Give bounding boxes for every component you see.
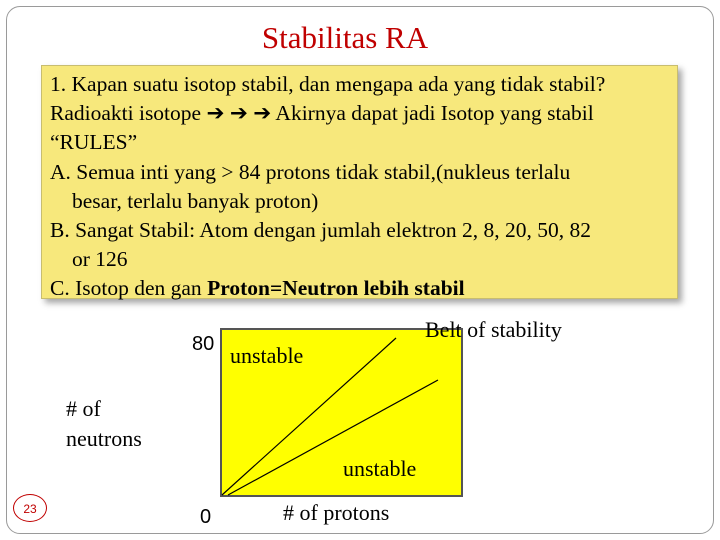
unstable-top-label: unstable	[230, 343, 304, 368]
rule-a-continuation: besar, terlalu banyak proton)	[72, 188, 319, 213]
rules-heading: “RULES”	[50, 130, 138, 155]
belt-of-stability-label: Belt of stability	[425, 317, 562, 342]
rule-a-line: A. Semua inti yang > 84 protons tidak stabil,(nukleus terlalu	[50, 159, 571, 184]
decay-chain-line: Radioakti isotope ➔ ➔ ➔ Akirnya dapat jadi Isotop yang stabil	[50, 101, 594, 126]
question-line: 1. Kapan suatu isotop stabil, dan mengapa ada yang tidak stabil?	[50, 72, 606, 96]
rule-c-line	[50, 274, 669, 303]
unstable-bottom-label: unstable	[343, 456, 417, 481]
rules-text-box	[41, 65, 678, 299]
y-axis-label-line2: neutrons	[66, 426, 142, 451]
rule-b-continuation: or 126	[72, 247, 128, 272]
y-top-value: 80	[192, 333, 215, 355]
rule-b-line: B. Sangat Stabil: Atom dengan jumlah elektron 2, 8, 20, 50, 82	[50, 218, 592, 243]
origin-value: 0	[200, 506, 212, 528]
slide-title: Stabilitas RA	[261, 20, 429, 55]
y-axis-label-line1: # of	[66, 396, 101, 421]
rule-c-prefix: C. Isotop den gan	[50, 276, 208, 301]
x-axis-label: # of protons	[283, 500, 390, 525]
page-number-badge: 23	[13, 494, 47, 522]
rule-c-emphasis: Proton=Neutron lebih stabil	[207, 276, 465, 301]
